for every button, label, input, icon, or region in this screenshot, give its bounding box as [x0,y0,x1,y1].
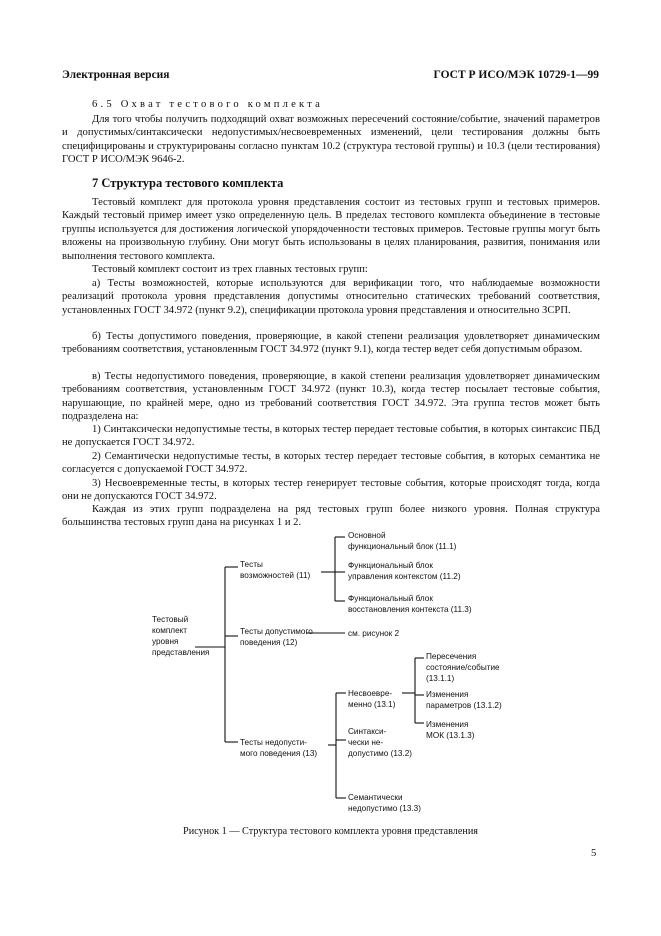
node-see-figure-2: см. рисунок 2 [348,629,400,638]
node-root: Тестовый комплект уровня представления [152,615,210,657]
page-number: 5 [591,848,597,859]
node-capability-tests: Тесты возможностей (11) [240,560,311,580]
node-basic-functional-unit: Основной функциональный блок (11.1) [348,531,457,551]
list-item: в) Тесты недопустимого поведения, проверяющие, в какой степени реализация удовлетворяет динамическим требованиям соответствия, установленным ГОСТ 34.972 (пункт 10.3), когда тестер посылает тестовые события, нарушающие, по крайней мере, одно из требований соответствия ГОСТ 34.972. Эта группа тестов может быть подразделена на: [62,371,600,423]
node-syntactically-invalid: Синтакси- чески не- допустимо (13.2) [348,727,413,758]
section-6-5-title: 6.5 Охват тестового комплекта [92,99,324,110]
node-parameter-changes: Изменения параметров (13.1.2) [426,690,502,710]
paragraph: Каждая из этих групп подразделена на ряд тестовых групп более низкого уровня. Полная структура большинства тестовых групп дана на рисунках 1 и 2. [62,504,600,529]
node-context-management-unit: Функциональный блок управления контекстом (11.2) [348,561,461,581]
figure-caption: Рисунок 1 — Структура тестового комплекта уровня представления [183,826,478,837]
list-item: а) Тесты возможностей, которые используются для верификации того, что наблюдаемые возможности реализаций протокола уровня представления допустимы относительно статических требований соответствия, установленных ГОСТ 34.972 (пункт 9.2), спецификации протокола уровня представления и относительно ЗСРП. [62,278,600,316]
node-moc-changes: Изменения МОК (13.1.3) [426,720,475,740]
paragraph: Тестовый комплект состоит из трех главных тестовых групп: [92,264,368,275]
paragraph: Тестовый комплект для протокола уровня представления состоит из тестовых групп и тестовых примеров. Каждый тестовый пример имеет узко определенную цель. В пределах тестового комплекта объединение в тестовые группы используется для достижения логической упорядоченности тестовых примеров. Тестовые группы могут быть вложены на произвольную глубину. Они могут быть использованы в целях планирования, развития, понимания или выполнения тестового комплекта. [62,197,600,262]
list-item: 1) Синтаксически недопустимые тесты, в которых тестер передает тестовые события, в которых синтаксис ПБД не допускается ГОСТ 34.972. [62,424,600,449]
list-item: 3) Несвоевременные тесты, в которых тестер генерирует тестовые события, которые происходят тогда, когда они не допускаются ГОСТ 34.972. [62,478,600,503]
running-header-left: Электронная версия [62,69,170,81]
node-untimely: Несвоевре- менно (13.1) [348,689,396,709]
running-header-right: ГОСТ Р ИСО/МЭК 10729-1—99 [433,69,599,81]
node-invalid-behaviour-tests: Тесты недопусти- мого поведения (13) [240,738,318,758]
node-semantically-invalid: Семантически недопустимо (13.3) [348,793,421,813]
node-context-restoration-unit: Функциональный блок восстановления контекста (11.3) [348,594,472,614]
node-state-event-intersections: Пересечения состояние/событие (13.1.1) [426,652,500,683]
section-7-heading: 7 Структура тестового комплекта [92,176,284,190]
list-item: б) Тесты допустимого поведения, проверяющие, в какой степени реализация удовлетворяет динамическим требованиям соответствия, установленным ГОСТ 34.972 (пункт 9.1), когда тестер ведет себя допустимым образом. [62,331,600,356]
node-valid-behaviour-tests: Тесты допустимого поведения (12) [240,627,313,647]
section-6-5-text: Для того чтобы получить подходящий охват возможных пересечений состояние/событие, значений параметров и допустимых/синтаксически недопустимых/несвоевременных изменений, цели тестирования должны быть специфицированы и структурированы согласно пунктам 10.2 (структура тестовой группы) и 10.3 (цели тестирования) ГОСТ Р ИСО/МЭК 9646-2. [62,114,600,166]
list-item: 2) Семантически недопустимые тесты, в которых тестер передает тестовые события, в которых семантика не согласуется с допускаемой ГОСТ 34.972. [62,451,600,476]
